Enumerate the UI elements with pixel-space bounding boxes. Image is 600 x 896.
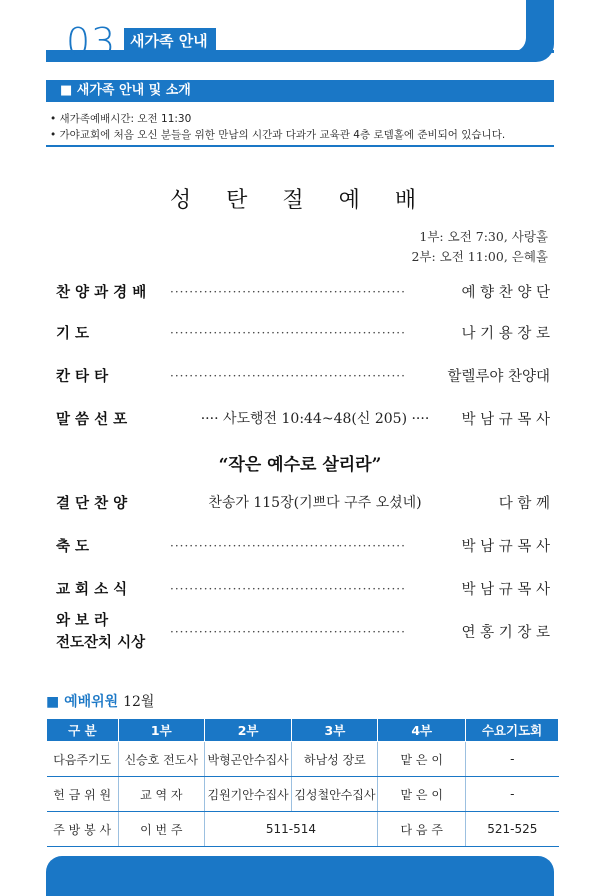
- order-leader: 박 남 규 목 사: [461, 412, 550, 428]
- staff-heading: [46, 691, 154, 711]
- col-header: 구 분: [47, 719, 119, 742]
- order-row-prayer: [56, 322, 550, 346]
- order-row-praise: [56, 281, 550, 305]
- order-label: 말 씀 선 포: [56, 411, 128, 428]
- scripture-reference: ···· 사도행전 10:44~48(신 205) ····: [200, 411, 430, 427]
- order-leader: 나 기 용 장 로: [461, 326, 550, 342]
- header-tab-inner: [46, 0, 526, 52]
- order-label: 결 단 찬 양: [56, 495, 128, 512]
- footer-tab: [46, 856, 554, 896]
- col-header: 2부: [204, 719, 292, 742]
- sermon-title: “작은 예수로 살리라”: [218, 455, 382, 475]
- table-cell: 다 음 주: [378, 812, 466, 847]
- row-label: 헌 금 위 원: [47, 777, 119, 812]
- col-header: 1부: [118, 719, 204, 742]
- leader-dots: ·················································: [170, 582, 406, 596]
- info-line-2: • 가야교회에 처음 오신 분들을 위한 만남의 시간과 다과가 교육관 4층 로뎀홀에 준비되어 있습니다.: [50, 129, 506, 141]
- table-cell: 맡 은 이: [378, 742, 466, 777]
- staff-header-row: [47, 719, 559, 742]
- table-cell: 맡 은 이: [378, 777, 466, 812]
- order-label: 와 보 라: [56, 612, 109, 629]
- info-line-1: • 새가족예배시간: 오전 11:30: [50, 113, 192, 125]
- table-cell: 이 번 주: [118, 812, 204, 847]
- leader-dots: ·················································: [170, 369, 406, 383]
- table-cell: 김성철안수집사: [292, 777, 378, 812]
- order-row-announcements: [56, 578, 550, 602]
- order-label: 찬 양 과 경 배: [56, 284, 147, 301]
- service-time-1: 1부: 오전 7:30, 사랑홀: [419, 229, 548, 244]
- col-header: 수요기도회: [466, 719, 559, 742]
- table-cell: 박형곤안수집사: [204, 742, 292, 777]
- order-row-evangelism-award: [56, 609, 550, 653]
- table-row: [47, 742, 559, 777]
- section-title: 새가족 안내: [124, 28, 216, 54]
- table-row: [47, 812, 559, 847]
- staff-heading-label: ■ 예배위원: [46, 694, 119, 710]
- order-row-response-hymn: [56, 492, 550, 516]
- staff-month: 12월: [123, 694, 155, 710]
- table-cell: 521-525: [466, 812, 559, 847]
- info-heading: ■ 새가족 안내 및 소개: [60, 83, 191, 98]
- row-label: 다음주기도: [47, 742, 119, 777]
- leader-dots: ·················································: [170, 539, 406, 553]
- header-rule: [46, 50, 554, 53]
- table-cell: -: [466, 742, 559, 777]
- section-number: 03: [66, 20, 117, 64]
- service-title: 성 탄 절 예 배: [169, 188, 431, 213]
- table-cell: 교 역 자: [118, 777, 204, 812]
- order-label: 교 회 소 식: [56, 581, 128, 598]
- leader-dots: ·················································: [170, 625, 406, 639]
- order-leader: 박 남 규 목 사: [461, 582, 550, 598]
- table-cell: 하남성 장로: [292, 742, 378, 777]
- service-time-2: 2부: 오전 11:00, 은혜홀: [411, 249, 548, 264]
- hymn-reference: 찬송가 115장(기쁘다 구주 오셨네): [208, 495, 422, 511]
- order-label-second-line: 전도잔치 시상: [56, 634, 146, 651]
- staff-table: [46, 718, 559, 847]
- order-row-sermon: [56, 408, 550, 432]
- order-label: 칸 타 타: [56, 368, 109, 385]
- order-leader: 예 향 찬 양 단: [461, 285, 550, 301]
- table-cell: 511-514: [204, 812, 378, 847]
- leader-dots: ·················································: [170, 285, 406, 299]
- order-label: 축 도: [56, 538, 90, 555]
- order-leader: 할렐루야 찬양대: [447, 369, 550, 385]
- table-cell: 김원기안수집사: [204, 777, 292, 812]
- order-leader: 박 남 규 목 사: [461, 539, 550, 555]
- info-heading-bar: [46, 80, 554, 102]
- table-cell: -: [466, 777, 559, 812]
- info-rule: [46, 145, 554, 147]
- order-leader: 다 함 께: [498, 496, 550, 512]
- table-cell: 신승호 전도사: [118, 742, 204, 777]
- table-row: [47, 777, 559, 812]
- order-row-benediction: [56, 535, 550, 559]
- col-header: 4부: [378, 719, 466, 742]
- leader-dots: ·················································: [170, 326, 406, 340]
- order-leader: 연 홍 기 장 로: [461, 625, 550, 641]
- order-label: 기 도: [56, 325, 90, 342]
- col-header: 3부: [292, 719, 378, 742]
- order-row-cantata: [56, 365, 550, 389]
- row-label: 주 방 봉 사: [47, 812, 119, 847]
